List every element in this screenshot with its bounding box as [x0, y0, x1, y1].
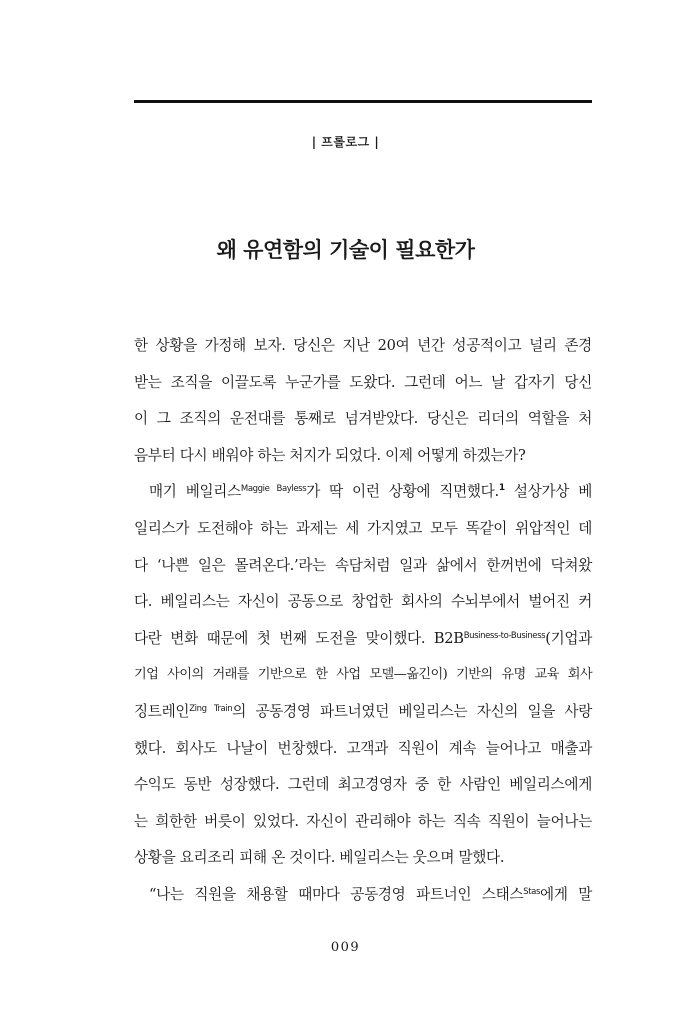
- body-text-span: 의 공동경영 파트너였던 베일리스는 자신의 일을 사랑: [232, 702, 592, 720]
- body-line: 다. 베일리스는 자신이 공동으로 창업한 회사의 수뇌부에서 벌어진 커: [134, 593, 592, 611]
- section-label: | 프롤로그 |: [311, 135, 380, 149]
- body-line: 다 ‘나쁜 일은 몰려온다.’라는 속담처럼 일과 삶에서 한꺼번에 닥쳐왔: [134, 556, 592, 574]
- translator-note-line: 기업 사이의 거래를 기반으로 한 사업 모델—옮긴이) 기반의 유명 교육 회사: [134, 667, 592, 683]
- page-number: 009: [330, 940, 361, 955]
- body-text-span: 징트레인: [134, 702, 190, 720]
- body-line: [134, 474, 592, 511]
- body-line: 받는 조직을 이끌도록 누군가를 도왔다. 그런데 어느 날 갑자기 당신: [134, 373, 592, 391]
- body-line: 는 희한한 버릇이 있었다. 자신이 관리해야 하는 직속 직원이 늘어나는: [134, 812, 592, 830]
- body-text: [134, 328, 592, 914]
- english-gloss: Maggie Bayless: [240, 484, 307, 495]
- body-line: [134, 877, 592, 914]
- body-text-span: (기업과: [545, 629, 592, 647]
- english-gloss: Stas: [523, 886, 541, 897]
- body-text-span: 설상가상 베: [504, 483, 592, 501]
- body-line: 일리스가 도전해야 하는 과제는 세 가지였고 모두 똑같이 위압적인 데: [134, 519, 592, 537]
- footnote-marker: 1: [498, 483, 505, 494]
- body-line: 이 그 조직의 운전대를 통째로 넘겨받았다. 당신은 리더의 역할을 처: [134, 410, 592, 428]
- body-line: [134, 621, 592, 658]
- chapter-title: 왜 유연함의 기술이 필요한가: [216, 238, 475, 262]
- body-line: 음부터 다시 배워야 하는 처지가 되었다. 이제 어떻게 하겠는가?: [134, 446, 526, 464]
- body-text-span: 에게 말: [540, 885, 592, 903]
- body-line: 한 상황을 가정해 보자. 당신은 지난 20여 년간 성공적이고 널리 존경: [134, 337, 592, 354]
- body-text-span: 가 딱 이런 상황에 직면했다.: [306, 483, 499, 501]
- body-text-span: 다란 변화 때문에 첫 번째 도전을 맞이했다. B2B: [134, 629, 464, 647]
- body-text-span: “나는 직원을 채용할 때마다 공동경영 파트너인 스태스: [149, 885, 524, 903]
- body-line: 수익도 동반 성장했다. 그런데 최고경영자 중 한 사람인 베일리스에게: [134, 776, 592, 794]
- header-rule: [134, 100, 592, 103]
- body-line: [134, 694, 592, 731]
- body-line: 상황을 요리조리 피해 온 것이다. 베일리스는 웃으며 말했다.: [134, 849, 505, 867]
- english-gloss: Zing Train: [189, 703, 233, 714]
- english-gloss: Business-to-Business: [463, 630, 546, 641]
- body-line: 했다. 회사도 나날이 번창했다. 고객과 직원이 계속 늘어나고 매출과: [134, 739, 592, 757]
- body-text-span: 매기 베일리스: [149, 483, 241, 501]
